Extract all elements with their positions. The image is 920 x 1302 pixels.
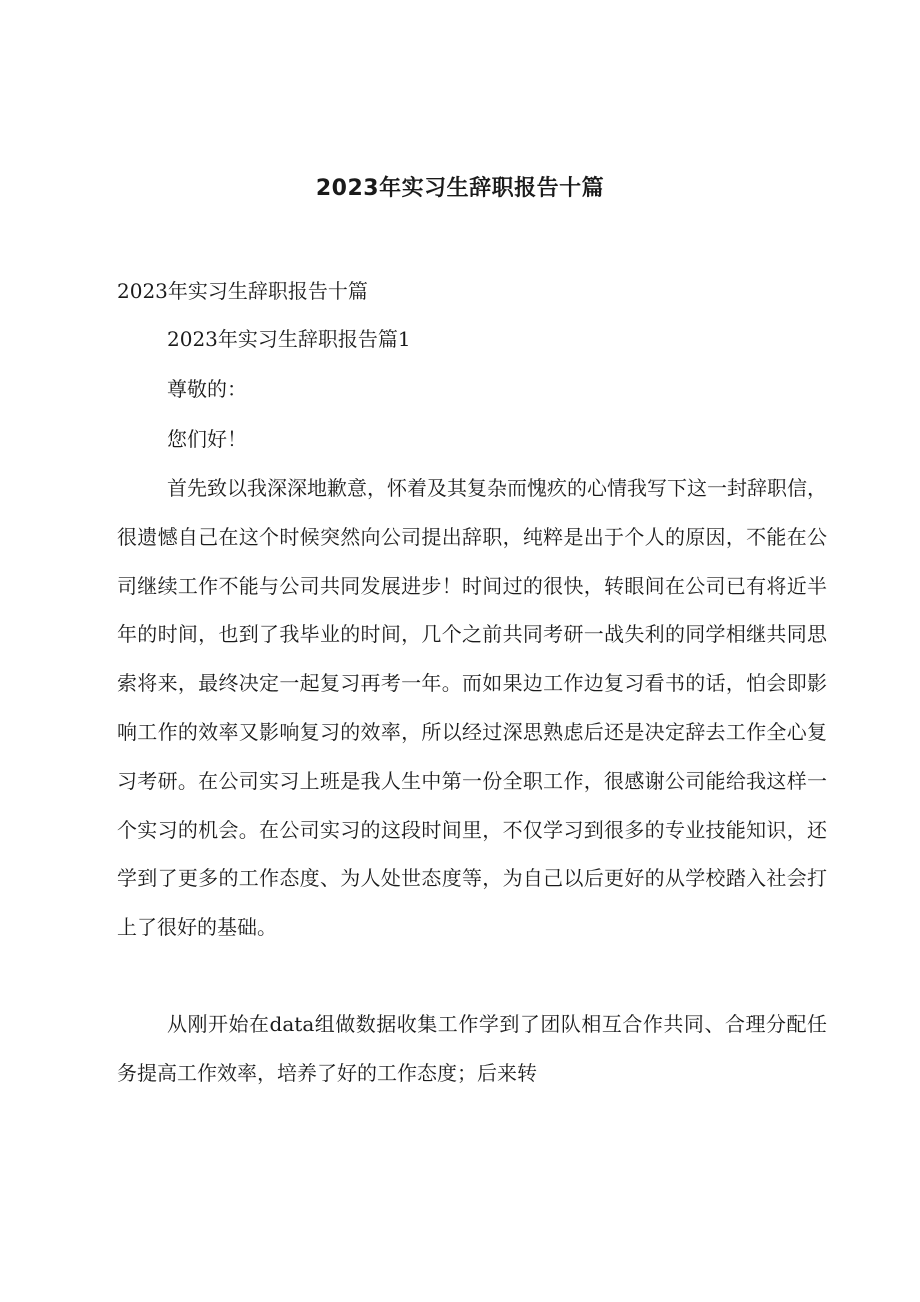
salutation: 尊敬的： <box>167 377 247 401</box>
document-title: 2023年实习生辞职报告十篇 <box>315 176 605 201</box>
section-title: 2023年实习生辞职报告篇1 <box>167 327 411 351</box>
document-subtitle: 2023年实习生辞职报告十篇 <box>117 279 368 303</box>
body-paragraph: 首先致以我深深地歉意，怀着及其复杂而愧疚的心情我写下这一封辞职信，很遗憾自己在这个时候突然向公司提出辞职，纯粹是出于个人的原因，不能在公司继续工作不能与公司共同发展进步！时间过的很快，转眼间在公司已有将近半年的时间，也到了我毕业的时间，几个之前共同考研一战失利的同学相继共同思索将来，最终决定一起复习再考一年。而如果边工作边复习看书的话，怕会即影响工作的效率又影响复习的效率，所以经过深思熟虑后还是决定辞去工作全心复习考研。在公司实习上班是我人生中第一份全职工作，很感谢公司能给我这样一个实习的机会。在公司实习的这段时间里，不仅学习到很多的专业技能知识，还学到了更多的工作态度、为人处世态度等，为自己以后更好的从学校踏入社会打上了很好的基础。 <box>117 476 827 940</box>
body-paragraph: 从刚开始在data组做数据收集工作学到了团队相互合作共同、合理分配任务提高工作效率，培养了好的工作态度；后来转 <box>117 1012 827 1085</box>
greeting: 您们好！ <box>167 427 247 451</box>
